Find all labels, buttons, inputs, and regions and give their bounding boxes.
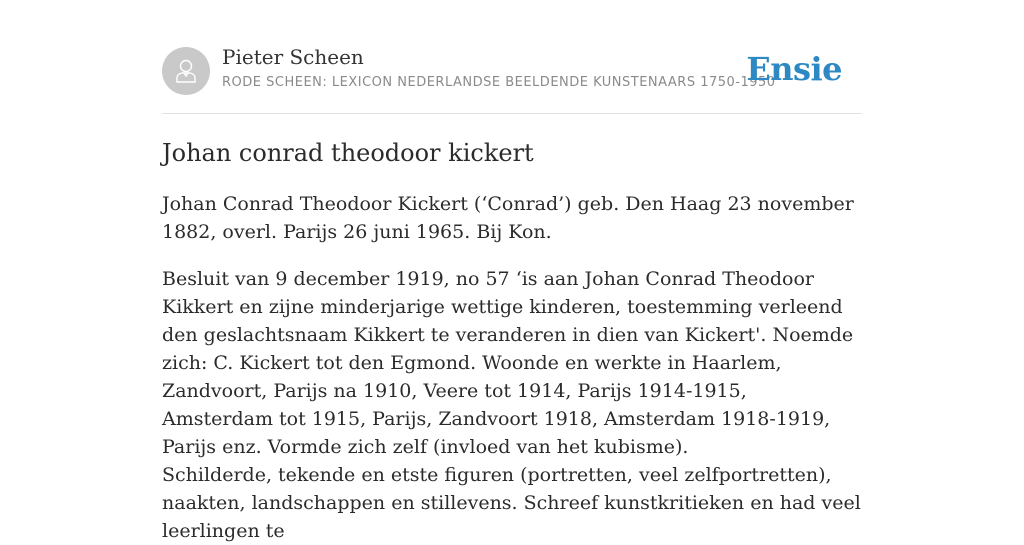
article-paragraph: Schilderde, tekende en etste figuren (portretten, veel zelfportretten), naakten, landschappen en stillevens. Schreef kunstkritieken en had veel leerlingen te [162,464,861,542]
ensie-logo[interactable]: Ensie [746,50,842,88]
author-source: RODE SCHEEN: LEXICON NEDERLANDSE BEELDENDE KUNSTENAARS 1750-1950 [222,75,776,90]
author-header [162,0,862,114]
author-name[interactable]: Pieter Scheen [222,45,364,69]
page-title: Johan conrad theodoor kickert [162,139,534,167]
article-paragraph: Besluit van 9 december 1919, no 57 ‘is aan Johan Conrad Theodoor Kikkert en zijne minderjarige wettige kinderen, toestemming verleend den geslachtsnaam Kikkert te veranderen in dien van Kickert'. Noemde zich: C. Kickert tot den Egmond. Woonde en werkte in Haarlem, Zandvoort, Parijs na 1910, Veere tot 1914, Parijs 1914-1915, Amsterdam tot 1915, Parijs, Zandvoort 1918, Amsterdam 1918-1919, Parijs enz. Vormde zich zelf (invloed van het kubisme). [162,268,854,458]
article-paragraph: Johan Conrad Theodoor Kickert (‘Conrad’) geb. Den Haag 23 november 1882, overl. Parijs 26 juni 1965. Bij Kon. [162,193,854,243]
article-page [162,0,862,542]
avatar[interactable] [162,47,210,95]
user-icon [171,56,201,86]
